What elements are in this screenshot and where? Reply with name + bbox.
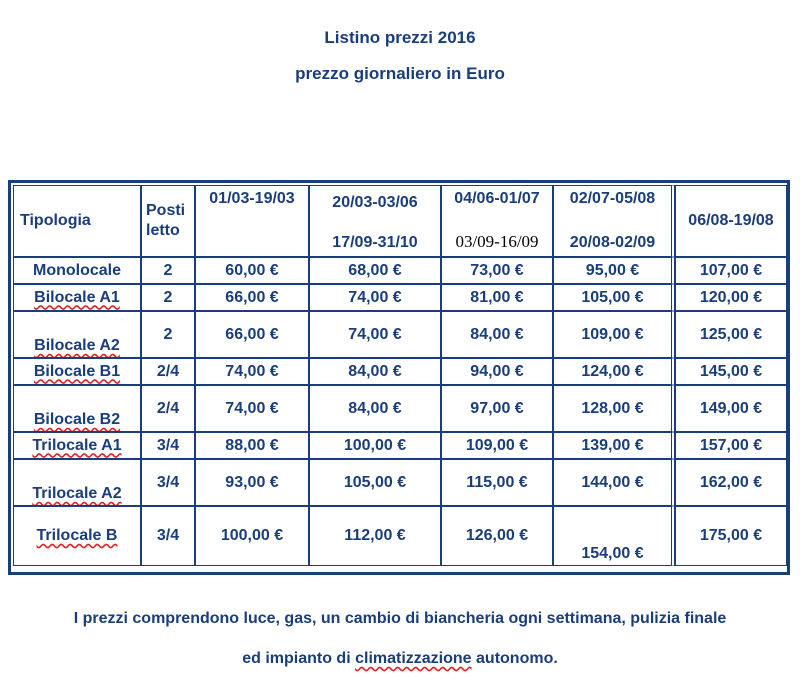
row-price: 84,00 €: [309, 358, 441, 385]
row-tipologia: Trilocale A2: [13, 459, 141, 506]
row-price: 107,00 €: [675, 257, 787, 284]
page-subtitle: prezzo giornaliero in Euro: [295, 64, 505, 83]
row-price: 94,00 €: [441, 358, 553, 385]
row-posti: 2/4: [141, 358, 195, 385]
table-row: [13, 459, 787, 506]
row-price: 95,00 €: [553, 257, 675, 284]
table-row: [13, 358, 787, 385]
row-price: 144,00 €: [553, 459, 675, 506]
row-price: 109,00 €: [441, 432, 553, 459]
row-price: 100,00 €: [195, 506, 309, 566]
row-price: 88,00 €: [195, 432, 309, 459]
row-price: 124,00 €: [553, 358, 675, 385]
row-price: 175,00 €: [675, 506, 787, 566]
row-tipologia: Bilocale A1: [13, 284, 141, 311]
header-tipologia: Tipologia: [13, 185, 141, 257]
row-price: 109,00 €: [553, 311, 675, 358]
row-price: 154,00 €: [553, 506, 675, 566]
row-price: 120,00 €: [675, 284, 787, 311]
table-row: [13, 284, 787, 311]
row-tipologia: Trilocale B: [13, 506, 141, 566]
row-price: 139,00 €: [553, 432, 675, 459]
row-price: 126,00 €: [441, 506, 553, 566]
row-price: 74,00 €: [309, 311, 441, 358]
row-posti: 2: [141, 284, 195, 311]
row-tipologia: Bilocale B2: [13, 385, 141, 432]
row-price: 112,00 €: [309, 506, 441, 566]
header-posti-letto: Posti letto: [141, 185, 195, 257]
row-price: 66,00 €: [195, 311, 309, 358]
table-row: [13, 432, 787, 459]
row-price: 74,00 €: [195, 358, 309, 385]
row-price: 149,00 €: [675, 385, 787, 432]
row-price: 162,00 €: [675, 459, 787, 506]
table-row: [13, 506, 787, 566]
row-price: 73,00 €: [441, 257, 553, 284]
row-tipologia: Bilocale B1: [13, 358, 141, 385]
header-period-3: 04/06-01/07 03/09-16/09: [441, 185, 553, 257]
price-table-grid: [13, 185, 787, 566]
footer-note-line-1: I prezzi comprendono luce, gas, un cambio di biancheria ogni settimana, pulizia finale: [73, 610, 727, 627]
row-price: 84,00 €: [309, 385, 441, 432]
header-period-4: 02/07-05/08 20/08-02/09: [553, 185, 675, 257]
price-table: [8, 180, 790, 575]
row-price: 157,00 €: [675, 432, 787, 459]
row-posti: 3/4: [141, 506, 195, 566]
row-price: 115,00 €: [441, 459, 553, 506]
header-period-1: 01/03-19/03: [195, 185, 309, 257]
row-tipologia: Bilocale A2: [13, 311, 141, 358]
table-row: [13, 311, 787, 358]
row-posti: 3/4: [141, 459, 195, 506]
footer-note-line-2: ed impianto di climatizzazione autonomo.: [242, 650, 558, 667]
row-posti: 2: [141, 257, 195, 284]
table-row: [13, 385, 787, 432]
row-price: 68,00 €: [309, 257, 441, 284]
row-price: 145,00 €: [675, 358, 787, 385]
header-period-5: 06/08-19/08: [675, 185, 787, 257]
row-price: 74,00 €: [309, 284, 441, 311]
row-price: 93,00 €: [195, 459, 309, 506]
table-header-row: [13, 185, 787, 257]
header-period-2: 20/03-03/06 17/09-31/10: [309, 185, 441, 257]
row-posti: 2/4: [141, 385, 195, 432]
row-price: 97,00 €: [441, 385, 553, 432]
row-price: 128,00 €: [553, 385, 675, 432]
row-tipologia: Trilocale A1: [13, 432, 141, 459]
row-posti: 3/4: [141, 432, 195, 459]
page-title: Listino prezzi 2016: [324, 28, 476, 47]
row-price: 66,00 €: [195, 284, 309, 311]
row-posti: 2: [141, 311, 195, 358]
row-price: 81,00 €: [441, 284, 553, 311]
row-tipologia: Monolocale: [13, 257, 141, 284]
row-price: 60,00 €: [195, 257, 309, 284]
table-row: [13, 257, 787, 284]
row-price: 74,00 €: [195, 385, 309, 432]
row-price: 84,00 €: [441, 311, 553, 358]
row-price: 105,00 €: [309, 459, 441, 506]
row-price: 125,00 €: [675, 311, 787, 358]
row-price: 100,00 €: [309, 432, 441, 459]
row-price: 105,00 €: [553, 284, 675, 311]
